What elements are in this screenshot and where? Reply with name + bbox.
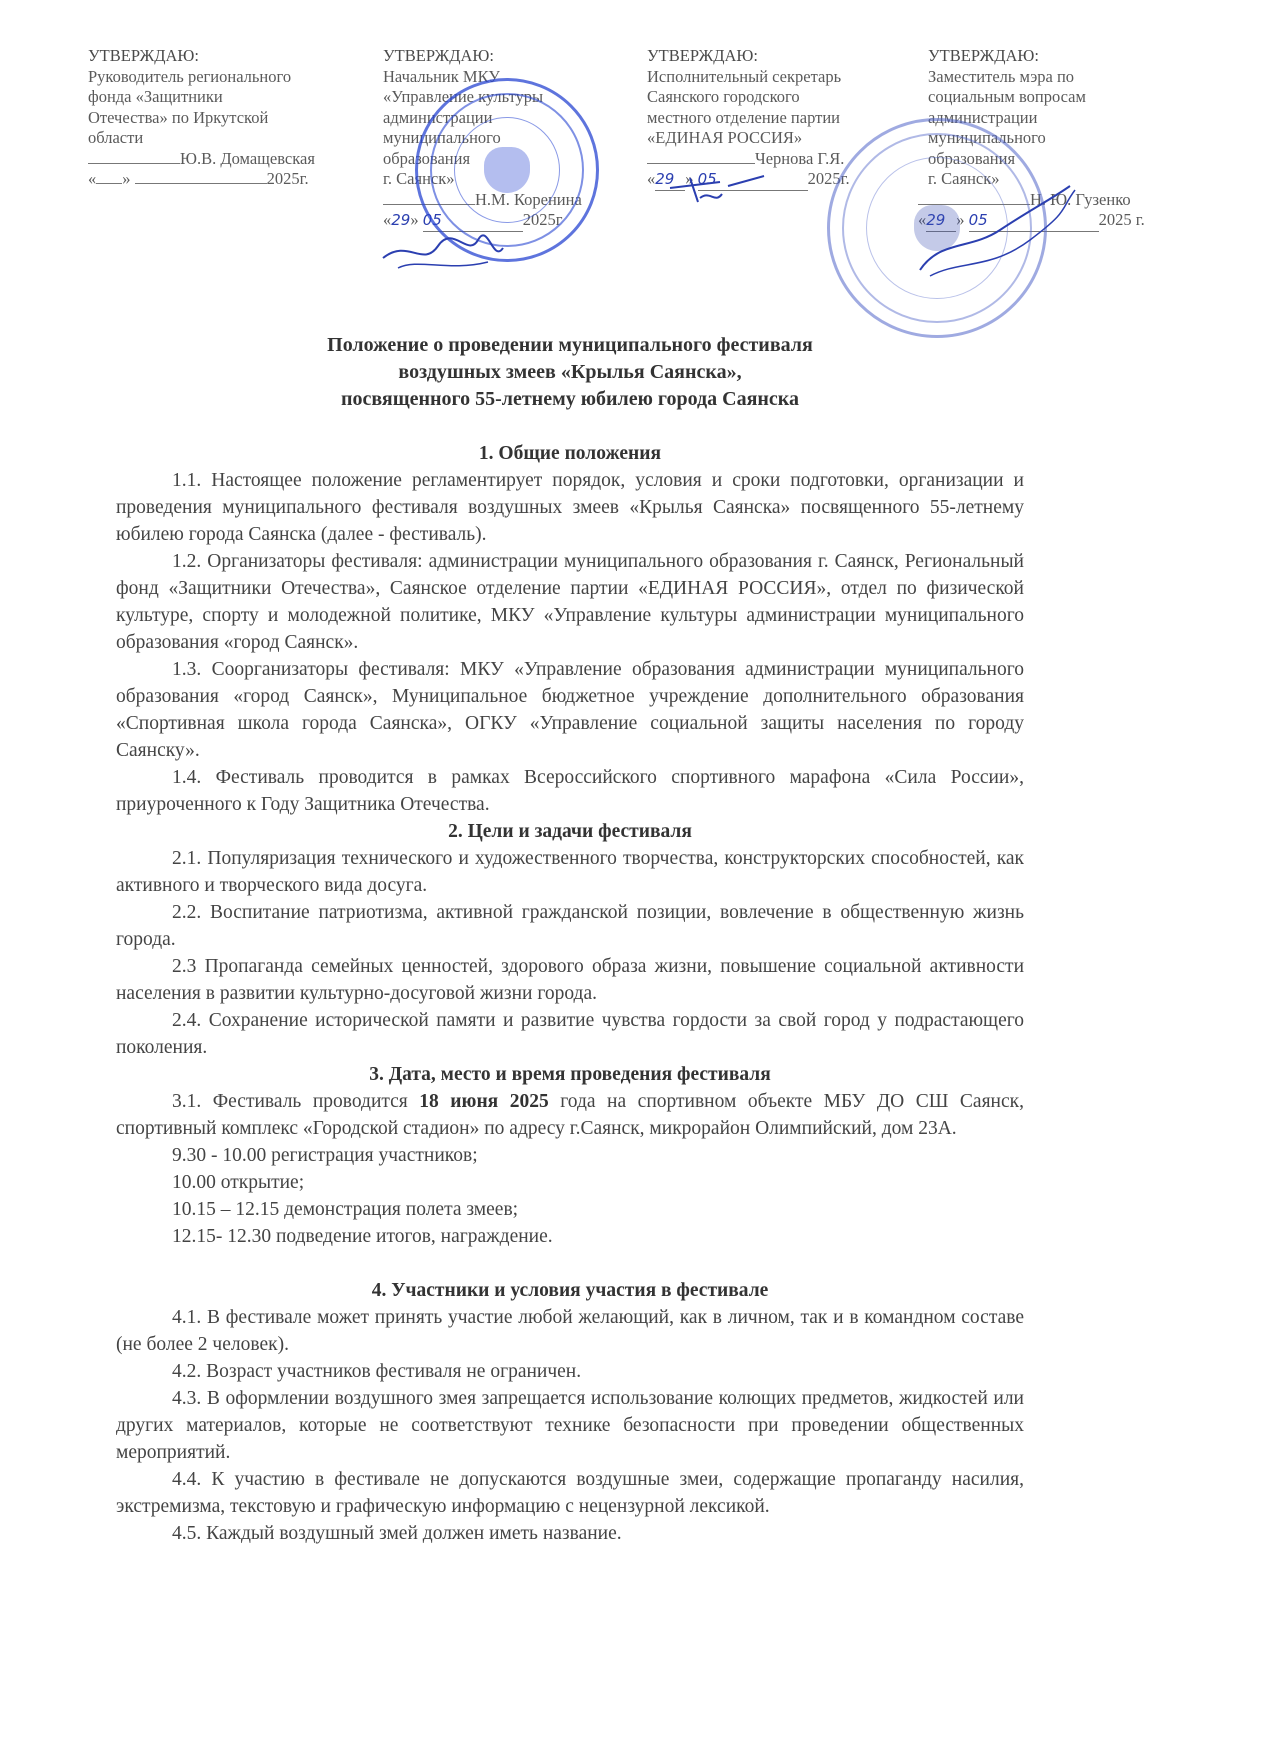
paragraph-4-4: 4.4. К участию в фестивале не допускаются воздушные змеи, содержащие пропаганду насилия, экстремизма, текстовую и графическую информацию с нецензурной лексикой. xyxy=(116,1469,1024,1517)
approval-position: Исполнительный секретарь Саянского городского местного отделение партии «ЕДИНАЯ РОССИЯ» xyxy=(647,66,842,147)
paragraph-3-1: 3.1. Фестиваль проводится 18 июня 2025 года на спортивном объекте МБУ ДО СШ Саянск, спортивный комплекс «Городской стадион» по адресу г.Саянск, микрорайон Олимпийский, дом 23А. xyxy=(116,1091,1024,1139)
approval-block-regional-fund xyxy=(88,46,315,190)
section-heading: 1. Общие положения xyxy=(478,443,662,464)
approval-blocks xyxy=(0,46,1264,306)
signature-line xyxy=(88,149,315,170)
paragraph-4-2: 4.2. Возраст участников фестиваля не ограничен. xyxy=(172,1361,582,1382)
approval-heading: УТВЕРЖДАЮ: xyxy=(647,46,758,65)
paragraph-4-1: 4.1. В фестивале может принять участие любой желающий, как в личном, так и в командном составе (не более 2 человек). xyxy=(116,1307,1024,1355)
handwritten-day: 29 xyxy=(926,210,956,232)
date-line: «29 » 05 2025 г. xyxy=(918,210,1145,232)
handwritten-day: 29 xyxy=(655,169,685,191)
paragraph-2-4: 2.4. Сохранение исторической памяти и развитие чувства гордости за свой город у подрастающего поколения. xyxy=(116,1010,1024,1058)
paragraph-1-3: 1.3. Соорганизаторы фестиваля: МКУ «Управление образования администрации муниципального образования «город Саянск», Муниципальное бюджетное учреждение дополнительного образования «Спортивная школа города Саянска», ОГКУ «Управление социальной защиты населения по городу Саянску». xyxy=(116,659,1024,761)
approval-position: Начальник МКУ «Управление культуры администрации муниципального образования г. Саянск» xyxy=(383,66,544,188)
signatory-name: Ю.В. Домащевская xyxy=(180,148,315,168)
section-goals xyxy=(116,818,1024,1061)
signature-line xyxy=(647,149,850,170)
handwritten-day: 29 xyxy=(391,211,411,229)
approval-block-united-russia xyxy=(647,46,850,191)
paragraph-4-3: 4.3. В оформлении воздушного змея запрещается использование колющих предметов, жидкостей или других материалов, которые не соответствуют технике безопасности при проведении общественных мероприятий. xyxy=(116,1388,1024,1463)
schedule-item: 10.15 – 12.15 демонстрация полета змеев; xyxy=(172,1199,519,1220)
paragraph-4-5: 4.5. Каждый воздушный змей должен иметь название. xyxy=(172,1523,622,1544)
approval-block-deputy-mayor xyxy=(918,46,1145,232)
signature-line xyxy=(383,190,582,211)
handwritten-month: 05 xyxy=(969,210,1099,232)
approval-heading: УТВЕРЖДАЮ: xyxy=(383,46,494,65)
approval-position: Руководитель регионального фонда «Защитники Отечества» по Иркутской области xyxy=(88,66,292,147)
date-line: «29» 05 2025г xyxy=(383,210,582,232)
paragraph-2-1: 2.1. Популяризация технического и художественного творчества, конструкторских способностей, как активного и творческого вида досуга. xyxy=(116,848,1024,896)
section-participants xyxy=(116,1277,1024,1547)
paragraph-1-4: 1.4. Фестиваль проводится в рамках Всероссийского спортивного марафона «Сила России», приуроченного к Году Защитника Отечества. xyxy=(116,767,1024,815)
paragraph-1-1: 1.1. Настоящее положение регламентирует порядок, условия и сроки подготовки, организации и проведения муниципального фестиваля воздушных змеев «Крылья Саянска» посвященного 55-летнему юбилею города Саянска (далее - фестиваль). xyxy=(116,470,1024,545)
schedule-list xyxy=(116,1142,1024,1250)
festival-date: 18 июня 2025 xyxy=(419,1091,549,1112)
section-heading: 3. Дата, место и время проведения фестиваля xyxy=(369,1064,771,1085)
schedule-item: 10.00 открытие; xyxy=(172,1172,305,1193)
approval-heading: УТВЕРЖДАЮ: xyxy=(88,46,199,65)
date-line: «29 » 05 2025г. xyxy=(647,169,850,191)
paragraph-1-2: 1.2. Организаторы фестиваля: администрации муниципального образования г. Саянск, Региональный фонд «Защитники Отечества», Саянское отделение партии «ЕДИНАЯ РОССИЯ», отдел по физической культуре, спорту и молодежной политике, МКУ «Управление культуры администрации муниципального образования «город Саянск». xyxy=(116,551,1024,653)
section-date-place-time xyxy=(116,1061,1024,1250)
section-heading: 2. Цели и задачи фестиваля xyxy=(448,821,692,842)
signatory-name: Чернова Г.Я. xyxy=(755,148,845,168)
handwritten-month: 05 xyxy=(423,210,523,232)
approval-heading: УТВЕРЖДАЮ: xyxy=(928,46,1039,65)
approval-position: Заместитель мэра по социальным вопросам администрации муниципального образования г. Саянск» xyxy=(928,66,1086,188)
signature-line xyxy=(918,190,1145,211)
signatory-name: Н. Ю. Гузенко xyxy=(1030,189,1131,209)
schedule-item: 12.15- 12.30 подведение итогов, награждение. xyxy=(172,1226,553,1247)
date-line: « » 2025г. xyxy=(88,169,309,188)
paragraph-2-2: 2.2. Воспитание патриотизма, активной гражданской позиции, вовлечение в общественную жизнь города. xyxy=(116,902,1024,950)
approval-year: 2025г. xyxy=(266,169,309,188)
section-heading: 4. Участники и условия участия в фестивале xyxy=(371,1280,769,1301)
approval-year: 2025г xyxy=(522,210,563,229)
approval-year: 2025г. xyxy=(807,169,850,188)
schedule-item: 9.30 - 10.00 регистрация участников; xyxy=(172,1145,478,1166)
signatory-name: Н.М. Коренина xyxy=(475,189,582,209)
section-general-provisions xyxy=(116,440,1024,818)
document-title: Положение о проведении муниципального фестиваля воздушных змеев «Крылья Саянска», посвященного 55-летнему юбилею города Саянска xyxy=(327,334,813,410)
paragraph-2-3: 2.3 Пропаганда семейных ценностей, здорового образа жизни, повышение социальной активности населения в развитии культурно-досуговой жизни города. xyxy=(116,956,1024,1004)
document-body xyxy=(116,332,1024,1547)
approval-block-culture-department xyxy=(383,46,582,232)
handwritten-month: 05 xyxy=(698,169,808,191)
approval-year: 2025 г. xyxy=(1098,210,1145,229)
